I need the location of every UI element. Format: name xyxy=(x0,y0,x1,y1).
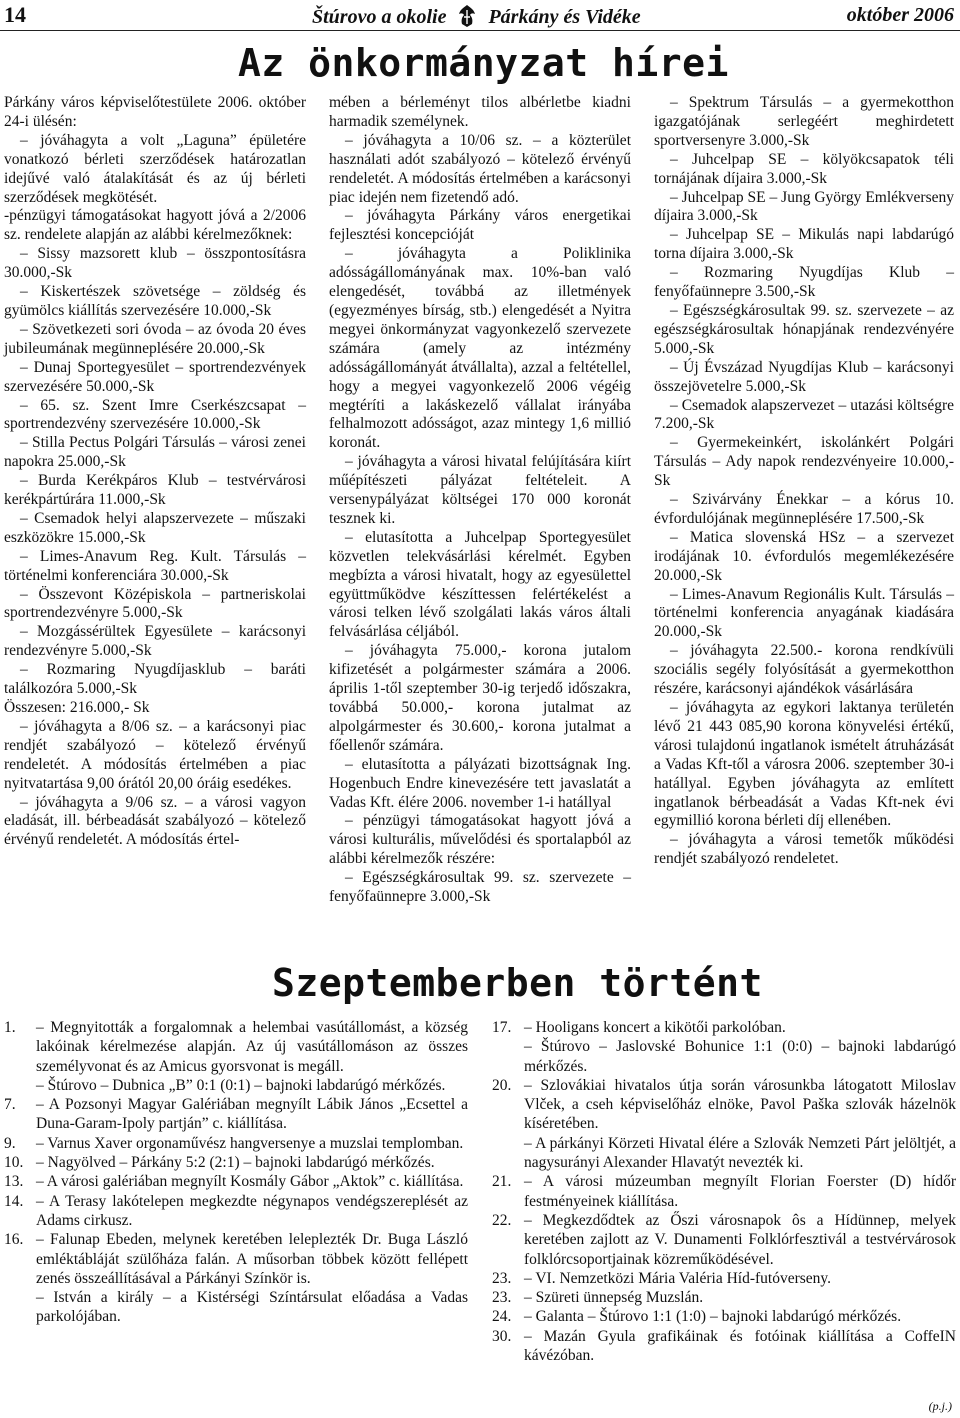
event-day xyxy=(492,1134,524,1173)
event-text: – A Terasy lakótelepen megkezdte négynapos vendégszereplését az Adams cirkusz. xyxy=(36,1192,468,1229)
paragraph: -pénzügyi támogatásokat hagyott jóvá a 2/2006 sz. rendelete alapján az alábbi kérelmezőknek: xyxy=(4,207,306,244)
paragraph: – jóváhagyta a volt „Laguna” épületére vonatkozó bérleti szerződések határozatlan idejűvé való átalakítását és az új bérleti szerződések megkötését. xyxy=(4,131,306,206)
section-title-september-events: Szeptemberben történt xyxy=(272,961,763,1005)
paragraph: – jóváhagyta Párkány város energetikai fejlesztési koncepcióját xyxy=(329,207,631,244)
event-day: 23. xyxy=(492,1269,512,1287)
event-text: – A városi múzeumban megnyílt Florian Foerster (D) hídőr festményeinek kiállítása. xyxy=(524,1173,956,1210)
paragraph: – Egészségkárosultak 99. sz. szervezete – fenyőfaünnepre 3.000,-Sk xyxy=(329,869,631,906)
event-text: – A párkányi Körzeti Hivatal élére a Szlovák Nemzeti Párt jelöltjét, a nagysurányi Alexander Hlavatýt nevezték ki. xyxy=(524,1134,956,1172)
publication-title-hungarian: Párkány és Vidéke xyxy=(488,6,641,28)
event-text: – Štúrovo – Jaslovské Bohunice 1:1 (0:0) – bajnoki labdarúgó mérkőzés. xyxy=(524,1038,956,1075)
paragraph: – jóváhagyta a városi temetők működési rendjét szabályozó rendeletet. xyxy=(654,831,954,868)
event-text: – Falunap Ebeden, melynek keretében leleplezték Dr. Buga László emléktábláját szülőháza falán. A műsorban többek között fellépett zenés összeállításával a Párkányi Színkör is. xyxy=(36,1231,468,1287)
event-item xyxy=(492,1288,956,1307)
article-column-2 xyxy=(329,94,631,907)
paragraph: – Dunaj Sportegyesület – sportrendezvények szervezésére 50.000,-Sk xyxy=(4,358,306,395)
event-text: – Megkezdődtek az Őszi városnapok ôs a Hídünnep, melyek keretében zajlott az V. Dunamenti Folklórfesztivál a testvérvárosok folklórcsoportjainak közreműködésével. xyxy=(524,1211,956,1268)
event-text: – Štúrovo – Dubnica „B” 0:1 (0:1) – bajnoki labdarúgó mérkőzés. xyxy=(36,1076,446,1094)
event-item xyxy=(492,1327,956,1366)
event-text: – Mazán Gyula grafikáinak és fotóinak kiállítása a CoffeIN kávézóban. xyxy=(524,1327,956,1365)
paragraph: Összesen: 216.000,- Sk xyxy=(4,699,150,716)
event-item xyxy=(4,1153,468,1172)
event-text: – Hooligans koncert a kikötői parkolóban. xyxy=(524,1019,786,1036)
event-day: 13. xyxy=(4,1173,24,1191)
event-item xyxy=(4,1288,468,1327)
event-day: 16. xyxy=(4,1231,24,1249)
event-day: 7. xyxy=(4,1096,16,1114)
event-text: – A Pozsonyi Magyar Galériában megnyílt Lábik János „Ecsettel a Duna-Garam-Ipoly partján” c. kiállítása. xyxy=(36,1096,468,1133)
paragraph: – Rozmaring Nyugdíjas Klub – fenyőfaünnepre 3.500,-Sk xyxy=(654,264,954,301)
paragraph: – jóváhagyta az egykori laktanya területén lévő 21 443 085,90 korona könyvelési értékű, városi tulajdonú ingatlanok ismételt átruházását a Vadas Kft-től a városra 2006. szeptember 30-i hatállyal. Egyben jóváhagyta az említett ingatlanok bérbeadását a Vadas Kft-nek évi egymillió korona bérleti díj ellenében. xyxy=(654,699,954,830)
article-column-1 xyxy=(4,94,306,850)
page-number: 14 xyxy=(4,2,26,27)
paragraph: – Kiskertészek szövetsége – zöldség és gyümölcs kiállítás szervezésére 10.000,-Sk xyxy=(4,283,306,319)
event-item xyxy=(492,1037,956,1076)
events-list-left xyxy=(4,1018,468,1327)
paragraph: – elutasította a Juhcelpap Sportegyesület közvetlen telekvásárlási kérelmét. Egyben megbízta a városi hivatalt, hogy az egyesülettel együttműködve készíttessen felértékelést a városi telken lévő szolgálati lakás város általi felvásárlása céljából. xyxy=(329,528,631,641)
paragraph: – Összevont Középiskola – partneriskolai sportrendezvényre 5.000,-Sk xyxy=(4,585,306,622)
event-text: – Nagyölved – Párkány 5:2 (2:1) – bajnoki labdarúgó mérkőzés. xyxy=(36,1154,435,1172)
page-header xyxy=(0,0,960,31)
paragraph: – jóváhagyta a 8/06 sz. – a karácsonyi piac rendjét szabályozó – kötelező érvényű rendeletét. A módosítás értelmében a piac nyitvatartása 9,00 órától 20,00 óráig esedékes. xyxy=(4,717,306,792)
paragraph: – Matica slovenská HSz – a szervezet irodájának 10. évfordulós megemlékezésére 20.000,-Sk xyxy=(654,528,954,584)
event-day: 17. xyxy=(492,1019,512,1036)
event-text: – Varnus Xaver orgonaművész hangversenye a muzslai templomban. xyxy=(36,1134,464,1152)
author-signature: (p.j.) xyxy=(928,1399,952,1413)
publication-title xyxy=(312,4,641,29)
paragraph: – Szivárvány Énekkar – a kórus 10. évfordulójának megünneplésére 17.500,-Sk xyxy=(654,491,954,527)
paragraph: – Limes-Anavum Regionális Kult. Társulás – történelmi konferencia anyagának kiadására 20.000,-Sk xyxy=(654,585,954,641)
event-day: 24. xyxy=(492,1308,512,1326)
paragraph: – Limes-Anavum Reg. Kult. Társulás – történelmi konferenciára 30.000,-Sk xyxy=(4,547,306,584)
paragraph: – pénzügyi támogatásokat hagyott jóvá a városi kulturális, művelődési és sportalapból az alábbi kérelmezők részére: xyxy=(329,812,631,868)
paragraph: – jóváhagyta a városi hivatal felújítására kiírt műépítészeti pályázat feltételeit. A versenypályázat költségei 170 000 koronát tesznek ki. xyxy=(329,453,631,527)
paragraph: – Egészségkárosultak 99. sz. szervezete – az egészségkárosultak hónapjának rendezvényére 5.000,-Sk xyxy=(654,301,954,357)
paragraph: – Juhcelpap SE – Jung György Emlékverseny díjaira 3.000,-Sk xyxy=(654,188,954,225)
event-item xyxy=(492,1269,956,1288)
paragraph: – jóváhagyta a 10/06 sz. – a közterület használati adót szabályozó – kötelező érvényű rendeletét. A módosítás értelmében a karácsonyi piac idején nem fizetendő adó. xyxy=(329,131,631,206)
paragraph: – 65. sz. Szent Imre Cserkészcsapat – sportrendezvény szervezésére 10.000,-Sk xyxy=(4,396,306,433)
town-crest-icon xyxy=(455,4,479,28)
event-item xyxy=(492,1172,956,1211)
event-text: – Szlovákiai hivatalos útja során városunkba látogatott Miloslav Vlček, a cseh képviselőház elnöke, Pavol Paška szlovák házelnök kíséretében. xyxy=(524,1076,956,1133)
event-item xyxy=(492,1307,956,1326)
event-day: 21. xyxy=(492,1173,512,1191)
event-item xyxy=(4,1018,468,1076)
paragraph: – Spektrum Társulás – a gyermekotthon igazgatójának serlegéért meghirdetett sportversenyre 3.000,-Sk xyxy=(654,94,954,149)
issue-date: október 2006 xyxy=(846,4,954,26)
event-item xyxy=(492,1134,956,1173)
event-item xyxy=(4,1172,468,1191)
event-day: 20. xyxy=(492,1076,512,1094)
article-column-3 xyxy=(654,94,954,869)
events-list-right xyxy=(492,1018,956,1365)
event-text: – Megnyitották a forgalomnak a helembai vasútállomást, a község lakóinak kérelmezése alapján. Az új vasútállomáson az összes személyvonat és az Amicus gyorsvonat is megáll. xyxy=(36,1019,468,1075)
paragraph: – Szövetkezeti sori óvoda – az óvoda 20 éves jubileumának megünneplésére 20.000,-Sk xyxy=(4,320,306,357)
event-day: 9. xyxy=(4,1134,16,1152)
event-text: – István a király – a Kistérségi Színtársulat előadása a Vadas parkolójában. xyxy=(36,1289,468,1326)
paragraph: – jóváhagyta a Poliklinika adósságállományának max. 10%-ban való elengedését, továbbá az illetmények (egyezményes bírság, stb.) elengedését a Nyitra megyei önkormányzat vagyonkezelő szervezete számára (amely az intézmény adósságállományát átvállalta), azzal a feltétellel, hogy a megyei vagyonkezelő 2006 végéig megtéríti a lakáskezelő vállalat irányába felhalmozott adósságot, azaz mintegy 1,6 millió koronát. xyxy=(329,245,631,452)
paragraph: – Mozgássérültek Egyesülete – karácsonyi rendezvényre 5.000,-Sk xyxy=(4,623,306,660)
event-day: 23. xyxy=(492,1289,512,1307)
event-day xyxy=(4,1076,36,1095)
section-title-council-news: Az önkormányzat hírei xyxy=(238,41,729,85)
paragraph: – Sissy mazsorett klub – összpontosításra 30.000,-Sk xyxy=(4,245,306,282)
paragraph: mében a bérleményt tilos albérletbe kiadni harmadik személynek. xyxy=(329,94,631,130)
paragraph: – Juhcelpap SE – Mikulás napi labdarúgó torna díjaira 3.000,-Sk xyxy=(654,226,954,263)
paragraph: – Csemadok helyi alapszervezete – műszaki eszközökre 15.000,-Sk xyxy=(4,509,306,546)
event-item xyxy=(492,1018,956,1037)
event-text: – A városi galériában megnyílt Kosmály Gábor „Aktok” c. kiállítása. xyxy=(36,1173,464,1191)
paragraph: – Csemadok alapszervezet – utazási költségre 7.200,-Sk xyxy=(654,396,954,433)
paragraph: – Burda Kerékpáros Klub – testvérvárosi kerékpártúrára 11.000,-Sk xyxy=(4,472,306,509)
event-item xyxy=(492,1211,956,1269)
event-day: 1. xyxy=(4,1019,16,1036)
paragraph: – jóváhagyta 22.500.- korona rendkívüli szociális segély folyósítását a gyermekotthon részére, karácsonyi ajándékok vásárlására xyxy=(654,642,954,698)
paragraph: – elutasította a pályázati bizottságnak Ing. Hogenbuch Endre kinevezésére tett javaslatát a Vadas Kft. élére 2006. november 1-i hatállyal xyxy=(329,755,631,811)
event-item xyxy=(4,1095,468,1134)
paragraph: – Stilla Pectus Polgári Társulás – városi zenei napokra 25.000,-Sk xyxy=(4,434,306,471)
event-text: – Galanta – Štúrovo 1:1 (1:0) – bajnoki labdarúgó mérkőzés. xyxy=(524,1308,902,1326)
event-text: – VI. Nemzetközi Mária Valéria Híd-futóverseny. xyxy=(524,1269,832,1287)
paragraph: – Rozmaring Nyugdíjasklub – baráti találkozóra 5.000,-Sk xyxy=(4,661,306,698)
paragraph: – Új Évszázad Nyugdíjas Klub – karácsonyi összejövetelre 5.000,-Sk xyxy=(654,358,954,395)
event-item xyxy=(4,1134,468,1153)
event-text: – Szüreti ünnepség Muzslán. xyxy=(524,1289,704,1307)
event-day: 22. xyxy=(492,1211,512,1229)
paragraph: – jóváhagyta 75.000,- korona jutalom kifizetését a polgármester számára a 2006. április 1-től szeptember 30-ig terjedő időszakra, továbbá 50.000,- korona jutalmat az alpolgármester és 30.600,- korona jutalmat a főellenőr számára. xyxy=(329,642,631,754)
publication-title-slovak: Štúrovo a okolie xyxy=(312,6,447,28)
paragraph: – jóváhagyta a 9/06 sz. – a városi vagyon eladását, ill. bérbeadását szabályozó – kötelező érvényű rendeletét. A módosítás értel- xyxy=(4,793,306,849)
event-item xyxy=(4,1076,468,1095)
paragraph: – Juhcelpap SE – kölyökcsapatok téli tornájának díjaira 3.000,-Sk xyxy=(654,150,954,187)
paragraph: – Gyermekeinkért, iskolánkért Polgári Társulás – Ady napok rendezvényeire 10.000,-Sk xyxy=(654,434,954,490)
event-day xyxy=(492,1037,524,1076)
event-day xyxy=(4,1288,36,1327)
event-item xyxy=(4,1192,468,1231)
event-item xyxy=(492,1076,956,1134)
event-day: 14. xyxy=(4,1192,24,1210)
event-day: 30. xyxy=(492,1327,512,1345)
paragraph: Párkány város képviselőtestülete 2006. október 24-i ülésén: xyxy=(4,94,306,130)
event-day: 10. xyxy=(4,1154,24,1172)
event-item xyxy=(4,1230,468,1288)
